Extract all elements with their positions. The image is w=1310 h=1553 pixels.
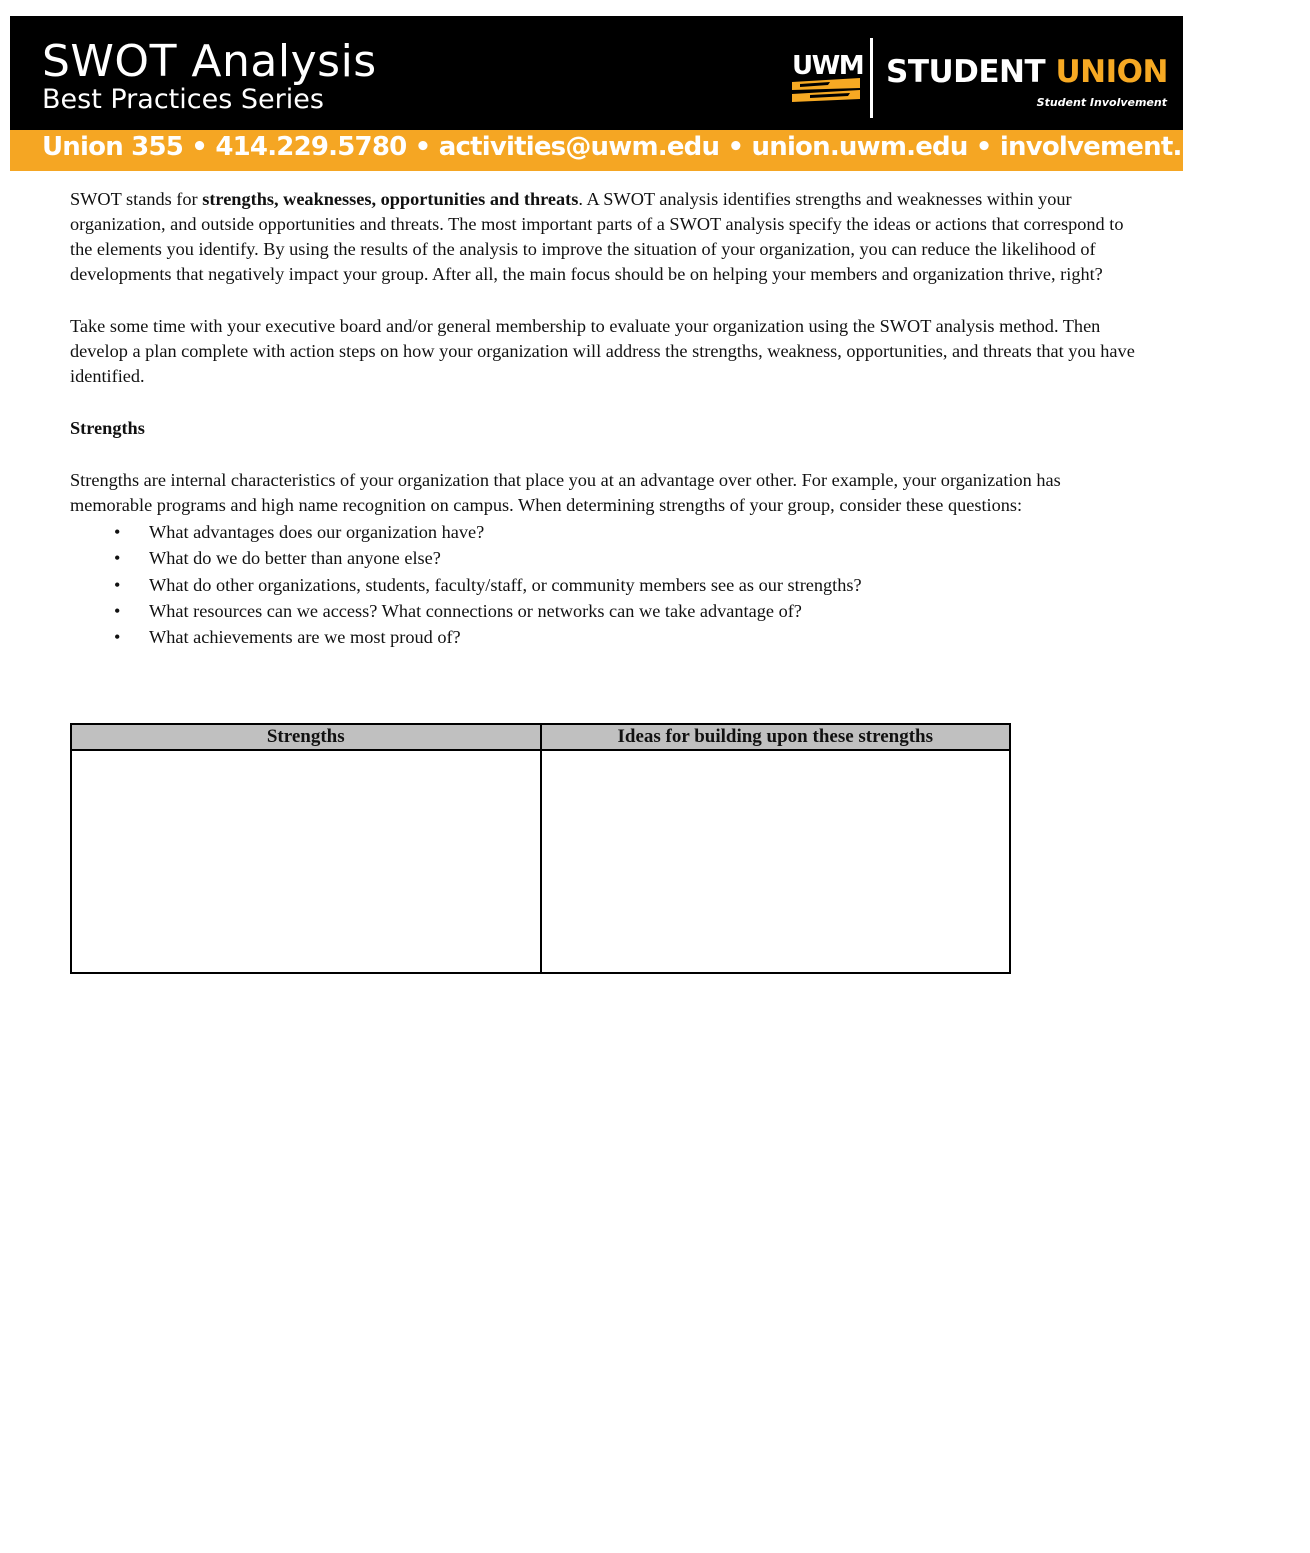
- document-body: [70, 187, 1135, 650]
- logo-subtitle: Student Involvement: [1036, 96, 1167, 109]
- list-item: [70, 545, 1135, 571]
- list-item: [70, 598, 1135, 624]
- ideas-column-header: Ideas for building upon these strengths: [541, 724, 1011, 750]
- intro-bold-terms: strengths, weaknesses, opportunities and threats: [202, 189, 579, 209]
- intro-paragraph: [70, 187, 1135, 287]
- bullet-icon: •: [114, 574, 121, 595]
- logo-wordmark: [886, 54, 1168, 90]
- page-title: SWOT Analysis: [42, 36, 377, 87]
- intro-text-end: . A SWOT analysis identifies strengths and weaknesses within your organization, and outside opportunities and threats. The most important parts of a SWOT analysis specify the ideas or actions that correspond to the elements you identify. By using the results of the analysis to improve the situation of your organization, you can reduce the likelihood of developments that negatively impact your group. After all, the main focus should be on helping your members and organization thrive, right?: [70, 189, 1124, 284]
- logo-union-text: UNION: [1055, 54, 1168, 90]
- table-header-row: [71, 724, 1010, 750]
- bullet-icon: •: [114, 548, 121, 569]
- question-text: What achievements are we most proud of?: [149, 627, 461, 648]
- strengths-entry-cell[interactable]: [71, 750, 541, 973]
- table-row: [71, 750, 1010, 973]
- strengths-heading: Strengths: [70, 418, 145, 438]
- page-subtitle: Best Practices Series: [42, 84, 324, 115]
- strengths-questions-list: [70, 519, 1135, 650]
- uwm-logo-icon: [790, 44, 862, 108]
- question-text: What advantages does our organization have?: [149, 522, 485, 542]
- strengths-column-header: Strengths: [71, 724, 541, 750]
- question-text: What do we do better than anyone else?: [149, 548, 441, 569]
- uwm-student-union-logo: [790, 36, 1175, 122]
- strengths-worksheet-table: [70, 723, 1011, 974]
- contact-info: Union 355 • 414.229.5780 • activities@uwm.edu • union.uwm.edu • involvement.uwm.edu: [42, 132, 1310, 162]
- question-text: What do other organizations, students, faculty/staff, or community members see as our strengths?: [149, 574, 862, 595]
- bullet-icon: •: [114, 627, 121, 648]
- uwm-logo-text: UWM: [792, 51, 864, 81]
- intro-text-start: SWOT stands for: [70, 189, 203, 209]
- contact-bar: [10, 130, 1310, 171]
- header-banner: [10, 16, 1183, 130]
- logo-student-text: STUDENT: [886, 54, 1046, 90]
- question-text: What resources can we access? What connections or networks can we take advantage of?: [149, 600, 802, 621]
- list-item: [70, 624, 1135, 650]
- bullet-icon: •: [114, 522, 121, 542]
- logo-divider: [870, 38, 873, 118]
- list-item: [70, 519, 1135, 545]
- list-item: [70, 572, 1135, 598]
- bullet-icon: •: [114, 600, 121, 621]
- strengths-description: Strengths are internal characteristics of your organization that place you at an advantage over other. For example, your organization has memorable programs and high name recognition on campus. When determining strengths of your group, consider these questions:: [70, 470, 1061, 515]
- ideas-entry-cell[interactable]: [541, 750, 1011, 973]
- instruction-paragraph: Take some time with your executive board and/or general membership to evaluate your organization using the SWOT analysis method. Then develop a plan complete with action steps on how your organization will address the strengths, weakness, opportunities, and threats that you have identified.: [70, 316, 1135, 386]
